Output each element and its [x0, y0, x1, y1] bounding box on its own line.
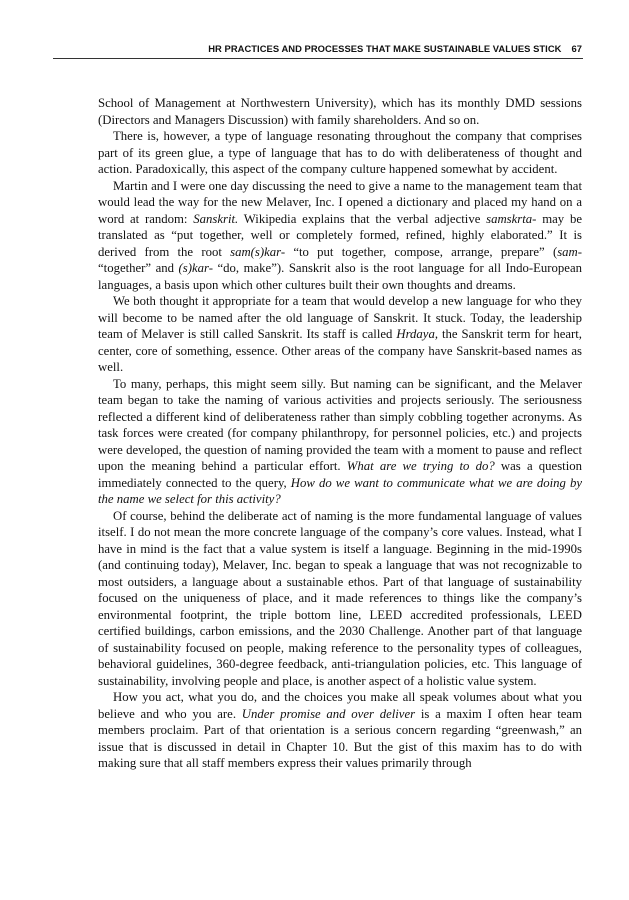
text-span: To many, perhaps, this might seem silly. But naming can be significant, and the Melaver team began to take the naming of various activities and projects seriously. The seriousness reflected a different kind of deliberateness rather than simply cobbling together acronyms. As task forces were created (for company philanthropy, for personnel policies, etc.) and projects were developed, the question of naming provided the team with a moment to pause and reflect upon the meaning behind a particular effort.: [98, 376, 582, 473]
text-span: There is, however, a type of language resonating throughout the company that comprises part of its green glue, a type of language that has to do with deliberateness of thought and action. Paradoxically, this aspect of the company culture happened somewhat by accident.: [98, 129, 582, 176]
text-span: We both thought it appropriate for a team that would develop a new language for who they will become to be named after the old language of Sanskrit. It stuck. Today, the leadership team of Melaver is still called Sanskrit. Its staff is called: [98, 294, 582, 341]
paragraph: [98, 128, 582, 178]
text-span: was a question immediately connected to the query,: [98, 459, 582, 490]
text-span: the Sanskrit term for heart, center, core of something, essence. Other areas of the company have Sanskrit-based names as well.: [98, 327, 582, 374]
text-span: Of course, behind the deliberate act of naming is the more fundamental language of values itself. I do not mean the more concrete language of the company’s core values. Instead, what I have in mind is the fact that a value system is itself a language. Beginning in the mid-1990s (and continuing today), Melaver, Inc. began to speak a language that was not recognizable to most outsiders, a language about a sustainable ethos. Part of that language of sustainability focused on the uniqueness of place, and it made references to things like the company’s environmental footprint, the triple bottom line, LEED accredited professionals, LEED certified buildings, carbon emissions, and the 2030 Challenge. Another part of that language of sustainability focused on people, making reference to the personality types of colleagues, behavioral guidelines, 360-degree feedback, anti-triangulation policies, etc. This language of sustainability, involving people and place, is another aspect of a holistic value system.: [98, 508, 582, 688]
paragraph: [98, 376, 582, 508]
italic-term: samskrta-: [486, 211, 537, 226]
paragraph: [98, 689, 582, 772]
italic-question: What are we trying to do?: [346, 459, 495, 473]
running-header: [98, 43, 582, 59]
italic-term: Sanskrit.: [193, 211, 239, 226]
text-span: Wikipedia explains that the verbal adjective: [238, 211, 487, 226]
italic-maxim: Under promise and over deliver: [241, 706, 416, 721]
paragraph: [98, 293, 582, 376]
text-span: “together” and: [98, 261, 179, 275]
italic-term: Hrdaya,: [396, 327, 439, 341]
body-text: [98, 95, 582, 772]
text-span: may be translated as “put together, well or completely formed, refined, highly elaborated.” It is derived from the root: [98, 211, 582, 259]
italic-term: sam-: [557, 244, 582, 259]
italic-question: How do we want to communicate what we are doing by the name we select for this activity?: [98, 475, 582, 506]
italic-term: (s)kar-: [178, 261, 213, 275]
text-span: Martin and I were one day discussing the need to give a name to the management team that would lead the way for the new Melaver, Inc. I opened a dictionary and placed my hand on a word at random:: [98, 178, 582, 226]
page-number: 67: [571, 43, 582, 54]
text-span: is a maxim I often hear team members proclaim. Part of that orientation is a serious concern regarding “greenwash,” an issue that is discussed in detail in Chapter 10. But the gist of this maxim has to do with making sure that all staff members express their values primarily through: [98, 706, 583, 770]
running-title: HR PRACTICES AND PROCESSES THAT MAKE SUSTAINABLE VALUES STICK: [208, 43, 562, 54]
header-rule: [53, 58, 583, 59]
italic-term: sam(s)kar-: [230, 244, 286, 259]
paragraph: [98, 508, 582, 690]
paragraph: [98, 95, 582, 128]
text-span: “to put together, compose, arrange, prepare” (: [285, 244, 558, 259]
paragraph: [98, 178, 582, 294]
text-span: “do, make”). Sanskrit also is the root language for all Indo-European languages, a basis upon which other cultures built their own thoughts and dreams.: [98, 261, 582, 292]
text-span: School of Management at Northwestern University), which has its monthly DMD sessions (Directors and Managers Discussion) with family shareholders. And so on.: [98, 96, 582, 127]
text-span: How you act, what you do, and the choices you make all speak volumes about what you believe and who you are.: [98, 690, 582, 721]
